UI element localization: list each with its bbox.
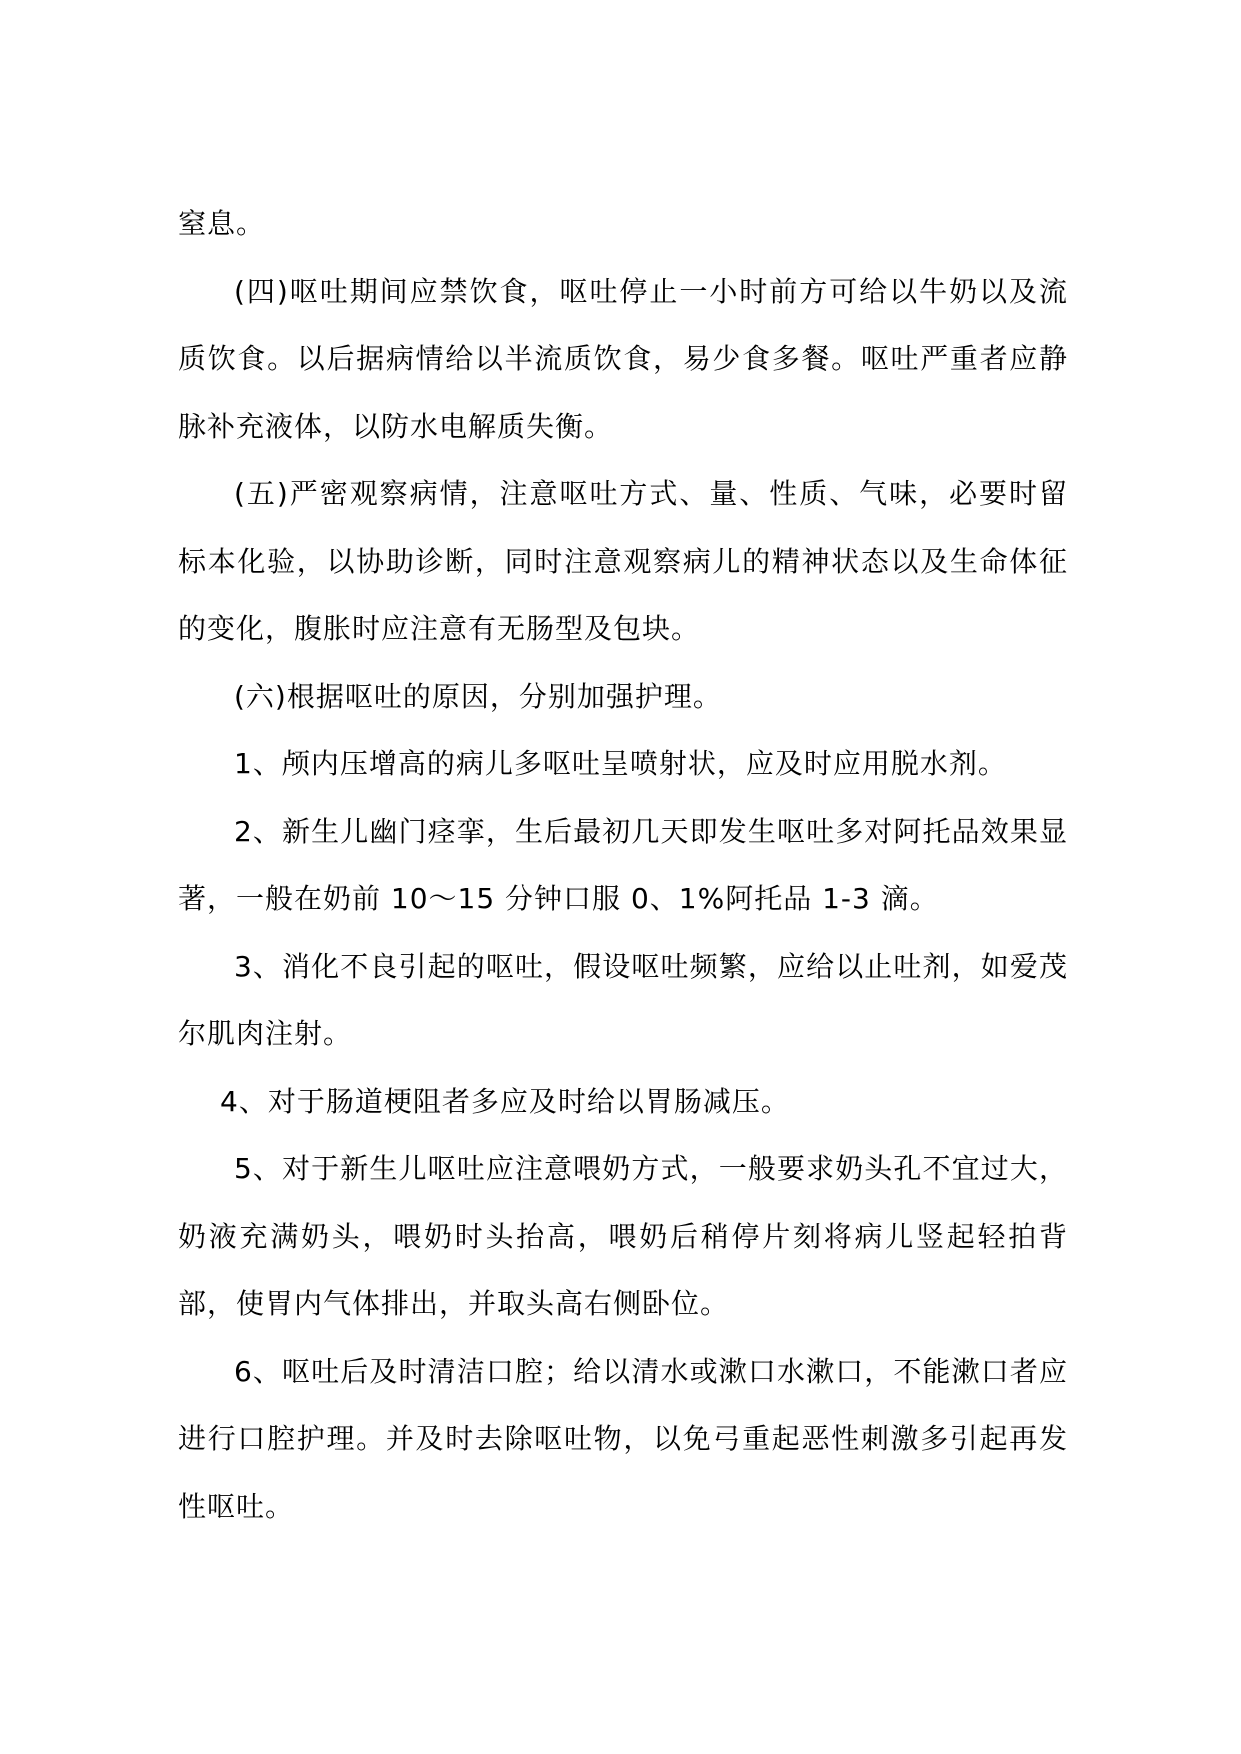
paragraph-item-3: 3、消化不良引起的呕吐，假设呕吐频繁，应给以止吐剂，如爱茂尔肌肉注射。 [178,949,1068,1050]
paragraph-continuation: 窒息。 [178,207,266,240]
paragraph-section-4: (四)呕吐期间应禁饮食，呕吐停止一小时前方可给以牛奶以及流质饮食。以后据病情给以半流质饮食，易少食多餐。呕吐严重者应静脉补充液体，以防水电解质失衡。 [178,274,1068,443]
paragraph-item-5: 5、对于新生儿呕吐应注意喂奶方式，一般要求奶头孔不宜过大，奶液充满奶头，喂奶时头抬高，喂奶后稍停片刻将病儿竖起轻拍背部，使胃内气体排出，并取头高右侧卧位。 [178,1152,1068,1320]
paragraph-section-6: (六)根据呕吐的原因，分别加强护理。 [234,679,722,713]
paragraph-section-5: (五)严密观察病情，注意呕吐方式、量、性质、气味，必要时留标本化验，以协助诊断，同时注意观察病儿的精神状态以及生命体征的变化，腹胀时应注意有无肠型及包块。 [178,477,1068,645]
paragraph-item-1: 1、颅内压增高的病儿多呕吐呈喷射状，应及时应用脱水剂。 [234,747,1007,780]
paragraph-item-4: 4、对于肠道梗阻者多应及时给以胃肠减压。 [220,1084,790,1118]
document-body [178,190,1068,1540]
paragraph-item-6: 6、呕吐后及时清洁口腔；给以清水或漱口水漱口，不能漱口者应进行口腔护理。并及时去除呕吐物，以免弓重起恶性刺激多引起再发性呕吐。 [178,1354,1068,1523]
paragraph-item-2: 2、新生儿幽门痉挛，生后最初几天即发生呕吐多对阿托品效果显著，一般在奶前 10～15 分钟口服 0、1%阿托品 1-3 滴。 [178,814,1068,915]
